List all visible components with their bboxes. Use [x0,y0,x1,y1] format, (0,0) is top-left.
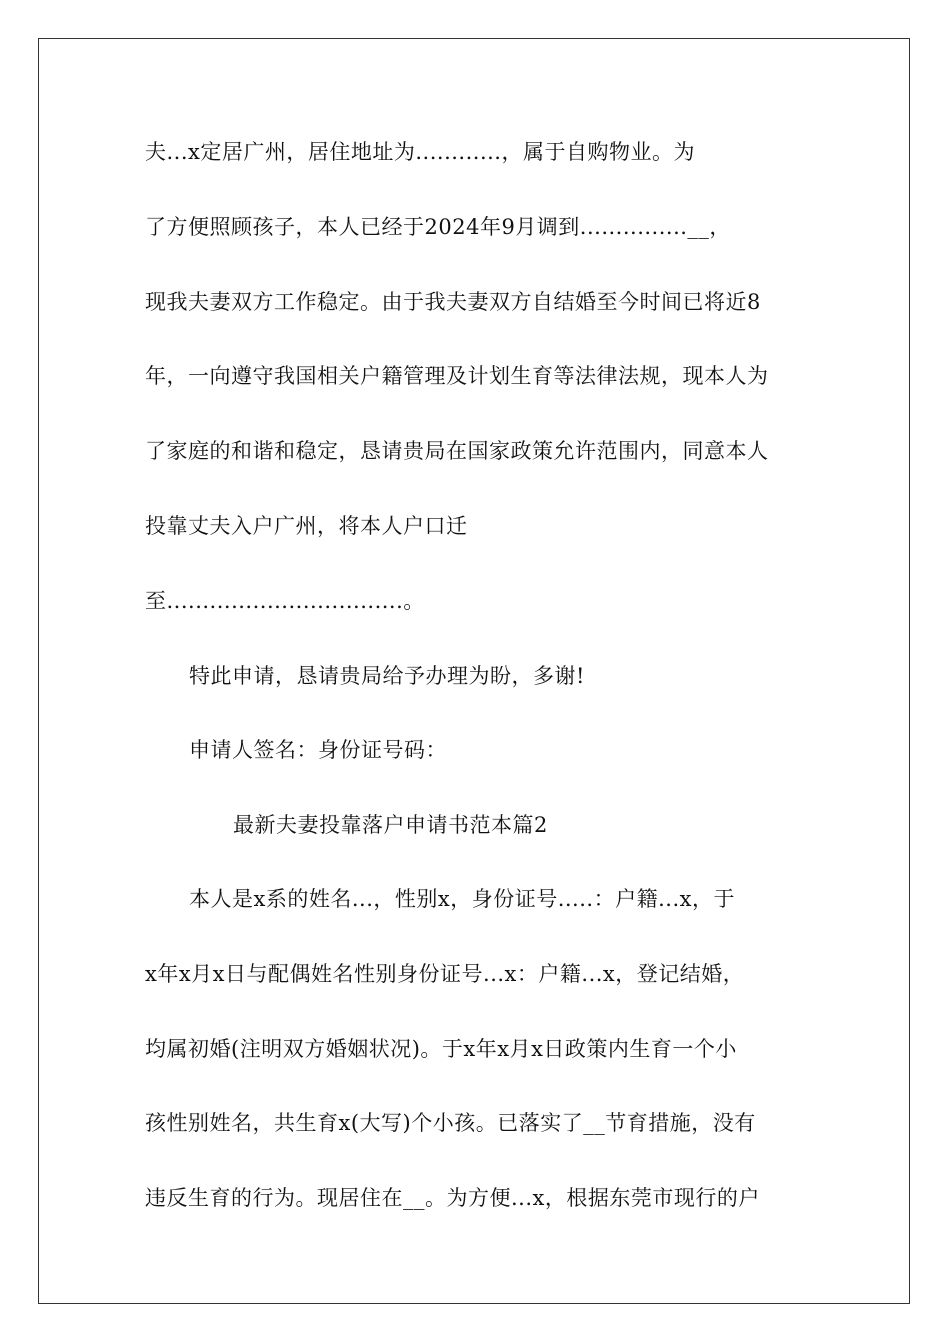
body-line-6: 投靠丈夫入户广州，将本人户口迁 [145,514,468,538]
body-line-10: 均属初婚(注明双方婚姻状况)。于x年x月x日政策内生育一个小 [145,1037,737,1061]
body-line-4: 年，一向遵守我国相关户籍管理及计划生育等法律法规，现本人为 [145,364,769,388]
body-line-1: 夫...x定居广州，居住地址为............，属于自购物业。为 [145,140,695,164]
section-title: 最新夫妻投靠落户申请书范本篇2 [233,813,548,837]
body-line-7: 至.................................。 [145,589,425,613]
body-line-11: 孩性别姓名，共生育x(大写)个小孩。已落实了__节育措施，没有 [145,1111,756,1135]
closing-line: 特此申请，恳请贵局给予办理为盼，多谢! [189,664,585,688]
body-line-5: 了家庭的和谐和稳定，恳请贵局在国家政策允许范围内，同意本人 [145,439,769,463]
body-line-12: 违反生育的行为。现居住在__。为方便...x，根据东莞市现行的户 [145,1186,760,1210]
signature-line: 申请人签名：身份证号码： [189,738,447,762]
body-line-8: 本人是x系的姓名...，性别x，身份证号.....：户籍...x，于 [189,887,735,911]
body-line-9: x年x月x日与配偶姓名性别身份证号...x：户籍...x，登记结婚， [145,962,745,986]
body-line-3: 现我夫妻双方工作稳定。由于我夫妻双方自结婚至今时间已将近8 [145,290,761,314]
body-line-2: 了方便照顾孩子，本人已经于2024年9月调到...............__， [145,215,731,239]
